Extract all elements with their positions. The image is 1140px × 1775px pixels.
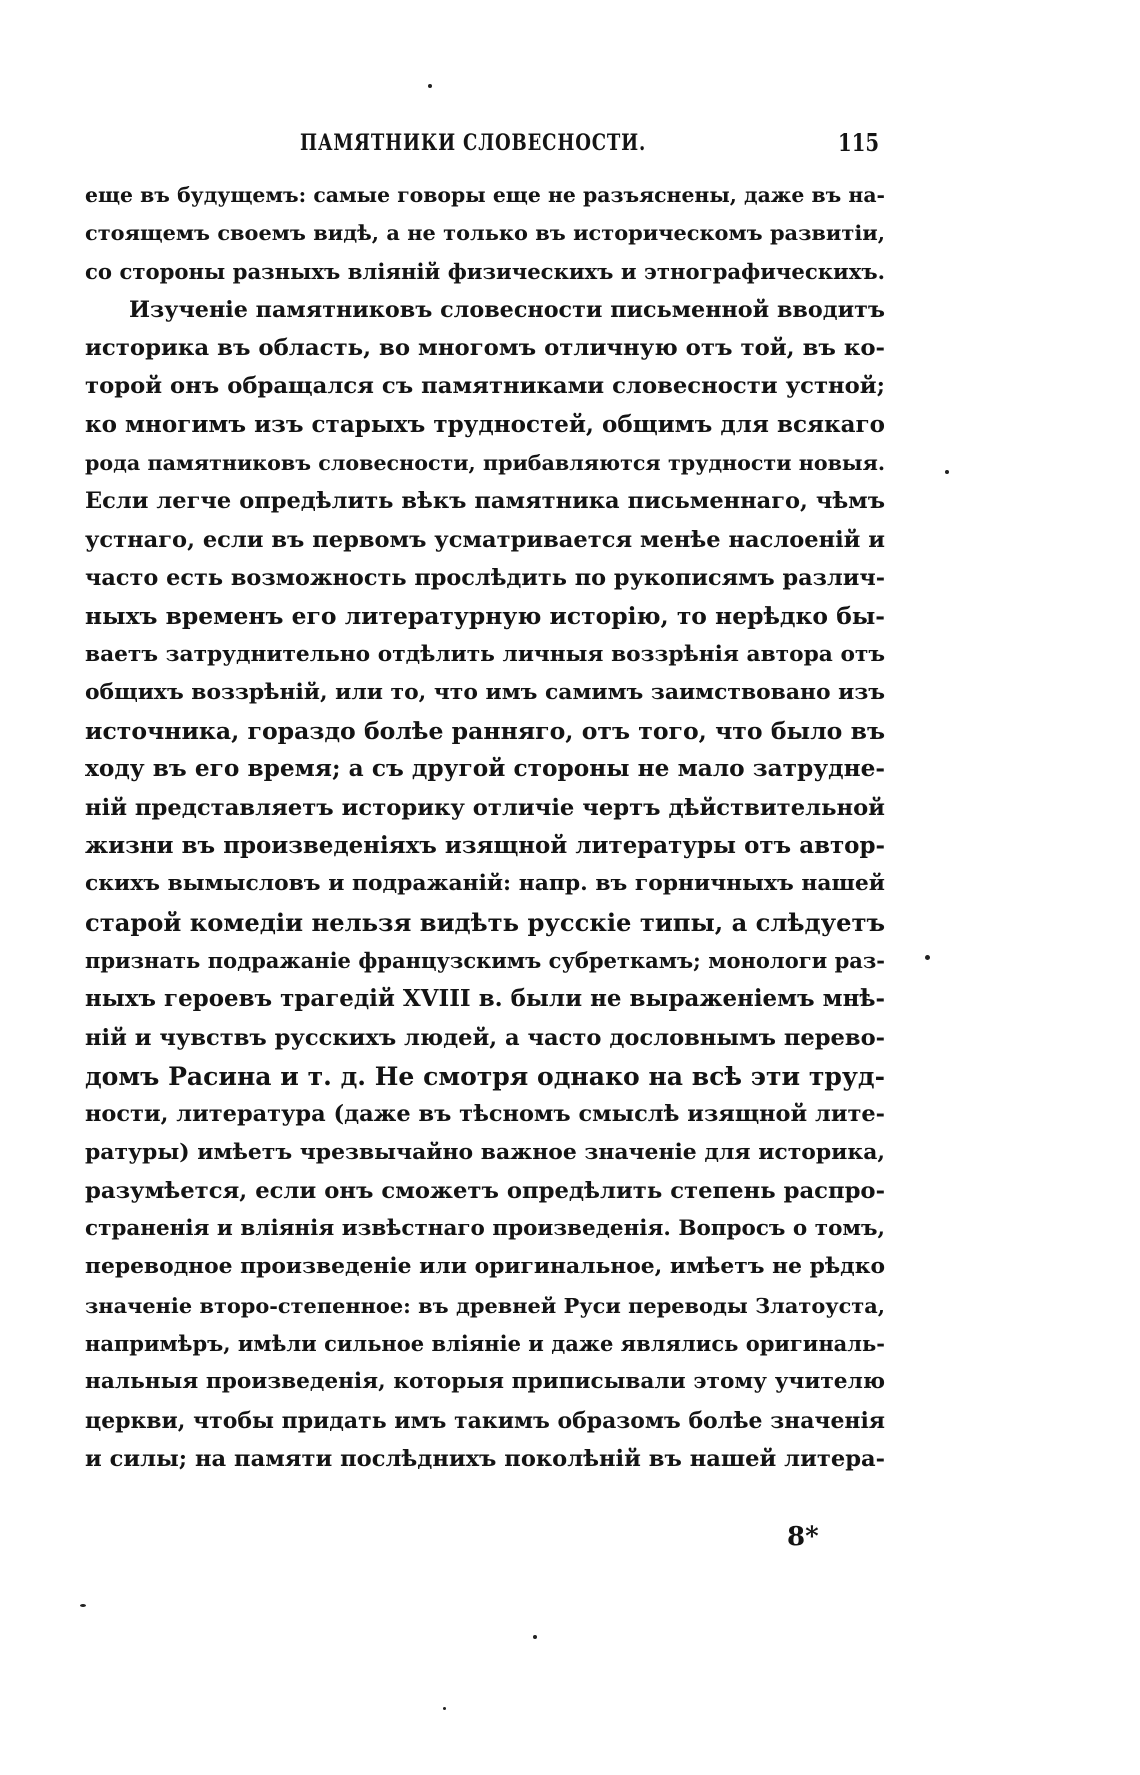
body-text — [85, 176, 885, 1478]
text-line: Изученіе памятниковъ словесности письменной вводитъ — [129, 296, 885, 323]
text-line: ній и чувствъ русскихъ людей, а часто дословнымъ перево- — [85, 1024, 885, 1051]
text-line: ходу въ его время; а съ другой стороны не мало затрудне- — [85, 755, 885, 783]
text-line: церкви, чтобы придать имъ такимъ образомъ болѣе значенія — [85, 1407, 885, 1434]
text-line: общихъ воззрѣній, или то, что имъ самимъ заимствовано изъ — [85, 679, 885, 705]
text-line: разумѣется, если онъ сможетъ опредѣлить степень распро- — [85, 1177, 885, 1204]
text-line: страненія и вліянія извѣстнаго произведенія. Вопросъ о томъ, — [85, 1216, 885, 1242]
text-line: ныхъ героевъ трагедій XVIII в. были не выраженіемъ мнѣ- — [85, 985, 885, 1013]
text-line: признать подражаніе французскимъ субреткамъ; монологи раз- — [85, 947, 885, 973]
scan-speck — [533, 1635, 537, 1639]
text-line: ныхъ временъ его литературную исторію, то нерѣдко бы- — [85, 602, 885, 631]
text-line: историка въ область, во многомъ отличную отъ той, въ ко- — [85, 335, 885, 362]
text-line: ній представляетъ историку отличіе чертъ дѣйствительной — [85, 794, 885, 821]
text-line: торой онъ обращался съ памятниками словесности устной; — [85, 373, 885, 400]
page-number: 115 — [838, 128, 880, 157]
scan-speck — [945, 470, 949, 474]
text-line: стоящемъ своемъ видѣ, а не только въ историческомъ развитіи, — [85, 220, 885, 246]
text-line: значеніе второ-степенное: въ древней Руси переводы Златоуста, — [85, 1292, 885, 1318]
text-line: скихъ вымысловъ и подражаній: напр. въ горничныхъ нашей — [85, 871, 885, 897]
scan-speck — [443, 1707, 446, 1710]
text-line: Если легче опредѣлить вѣкъ памятника письменнаго, чѣмъ — [85, 488, 885, 515]
signature-mark: 8* — [787, 1522, 819, 1552]
scan-speck — [428, 84, 432, 88]
text-line: переводное произведеніе или оригинальное, имѣетъ не рѣдко — [85, 1254, 885, 1280]
scan-speck — [925, 955, 930, 960]
text-line: старой комедіи нельзя видѣть русскіе типы, а слѣдуетъ — [85, 907, 885, 937]
text-line: нальныя произведенія, которыя приписывали этому учителю — [85, 1369, 885, 1395]
text-line: со стороны разныхъ вліяній физическихъ и этнографическихъ. — [85, 258, 885, 284]
running-title: ПАМЯТНИКИ СЛОВЕСНОСТИ. — [300, 130, 647, 156]
text-line: часто есть возможность прослѣдить по рукописямъ различ- — [85, 564, 885, 591]
scan-speck — [80, 1604, 86, 1607]
text-line: устнаго, если въ первомъ усматривается менѣе наслоеній и — [85, 526, 885, 553]
text-line: источника, гораздо болѣе ранняго, отъ того, что было въ — [85, 717, 885, 746]
text-line: ваетъ затруднительно отдѣлить личныя воззрѣнія автора отъ — [85, 641, 885, 667]
text-line: домъ Расина и т. д. Не смотря однако на всѣ эти труд- — [85, 1060, 885, 1091]
text-line: ко многимъ изъ старыхъ трудностей, общимъ для всякаго — [85, 410, 885, 438]
text-line: ности, литература (даже въ тѣсномъ смыслѣ изящной лите- — [85, 1101, 885, 1128]
text-line: еще въ будущемъ: самые говоры еще не разъяснены, даже въ на- — [85, 183, 885, 207]
text-line: ратуры) имѣетъ чрезвычайно важное значеніе для историка, — [85, 1139, 885, 1166]
text-line: жизни въ произведеніяхъ изящной литературы отъ автор- — [85, 832, 885, 860]
text-line: рода памятниковъ словесности, прибавляются трудности новыя. — [85, 451, 885, 476]
text-line: и силы; на памяти послѣднихъ поколѣній въ нашей литера- — [85, 1445, 885, 1472]
text-line: напримѣръ, имѣли сильное вліяніе и даже являлись оригиналь- — [85, 1330, 885, 1356]
